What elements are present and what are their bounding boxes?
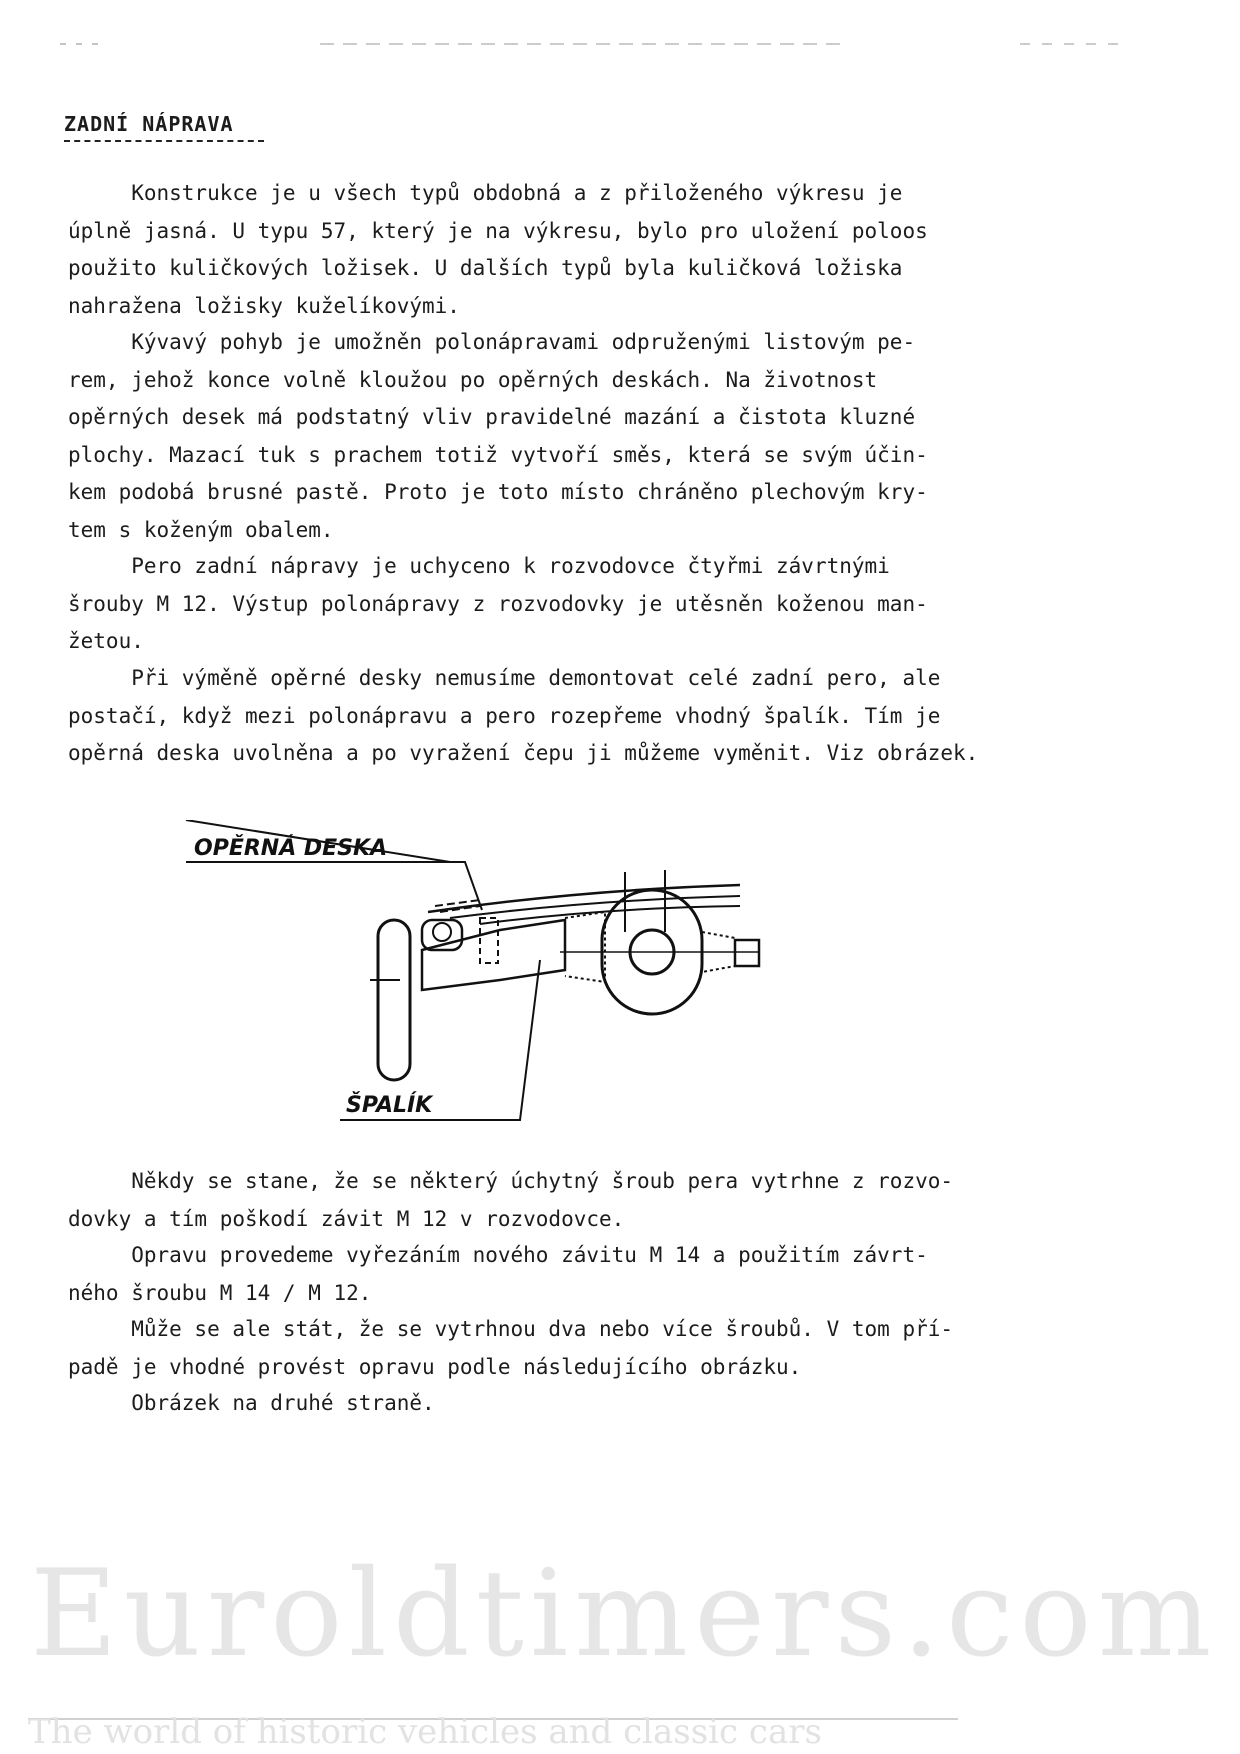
text-line: opěrná deska uvolněna a po vyražení čepu ji můžeme vyměnit. Viz obrázek. xyxy=(68,741,979,765)
paragraph xyxy=(68,1311,1128,1386)
figure-label-top: OPĚRNÁ DESKA xyxy=(194,836,388,861)
text-line: úplně jasná. U typu 57, který je na výkresu, bylo pro uložení poloos xyxy=(68,218,928,243)
text-line: padě je vhodné provést opravu podle následujícího obrázku. xyxy=(68,1354,802,1379)
text-line: Kývavý pohyb je umožněn polonápravami odpruženými listovým pe- xyxy=(68,330,916,354)
text-line: Může se ale stát, že se vytrhnou dva nebo více šroubů. V tom pří- xyxy=(68,1317,954,1341)
text-line: nahražena ložisky kuželíkovými. xyxy=(68,293,460,318)
text-line: opěrných desek má podstatný vliv pravidelné mazání a čistota kluzné xyxy=(68,405,916,429)
half-shaft-shape xyxy=(422,920,565,990)
paragraph xyxy=(68,1237,1128,1312)
text-line: Opravu provedeme vyřezáním nového závitu M 14 a použitím závrt- xyxy=(68,1243,928,1267)
text-line: žetou. xyxy=(68,629,144,653)
text-line: postačí, když mezi polonápravu a pero rozepřeme vhodný špalík. Tím je xyxy=(68,703,941,728)
text-line: Obrázek na druhé straně. xyxy=(68,1391,435,1415)
text-line: Při výměně opěrné desky nemusíme demontovat celé zadní pero, ale xyxy=(68,666,941,690)
title-underline xyxy=(64,140,264,142)
text-line: Někdy se stane, že se některý úchytný šroub pera vytrhne z rozvo- xyxy=(68,1169,954,1193)
page-title: ZADNÍ NÁPRAVA xyxy=(64,112,234,136)
text-line: šrouby M 12. Výstup polonápravy z rozvodovky je utěsněn koženou man- xyxy=(68,591,928,616)
text-line: dovky a tím poškodí závit M 12 v rozvodovce. xyxy=(68,1206,625,1231)
rear-axle-figure xyxy=(160,820,920,1150)
watermark-logo: Euroldtimers.com xyxy=(30,1545,1218,1684)
figure-label-bottom: ŠPALÍK xyxy=(346,1093,433,1118)
text-line: Konstrukce je u všech typů obdobná a z přiloženého výkresu je xyxy=(68,181,903,205)
text-line: kem podobá brusné pastě. Proto je toto místo chráněno plechovým kry- xyxy=(68,480,928,504)
block-shape xyxy=(480,918,498,963)
watermark-tagline: The world of historic vehicles and classic cars xyxy=(28,1712,822,1752)
paragraph xyxy=(68,175,1128,325)
paragraph xyxy=(68,1163,1128,1238)
paragraph xyxy=(68,660,1128,773)
text-line: tem s koženým obalem. xyxy=(68,517,334,542)
text-line: rem, jehož konce volně kloužou po opěrných deskách. Na životnost xyxy=(68,367,878,392)
leader-line xyxy=(505,960,540,1120)
paragraph xyxy=(68,548,1128,661)
text-line: plochy. Mazací tuk s prachem totiž vytvoří směs, která se svým účin- xyxy=(68,442,928,467)
text-line: Pero zadní nápravy je uchyceno k rozvodovce čtyřmi závrtnými xyxy=(68,554,890,578)
paragraph xyxy=(68,1385,1128,1423)
text-line: použito kuličkových ložisek. U dalších typů byla kuličková ložiska xyxy=(68,256,903,280)
text-line: ného šroubu M 14 / M 12. xyxy=(68,1280,372,1305)
scan-noise xyxy=(60,40,1160,48)
paragraph xyxy=(68,324,1128,549)
wheel-hub-shape xyxy=(378,920,410,1080)
